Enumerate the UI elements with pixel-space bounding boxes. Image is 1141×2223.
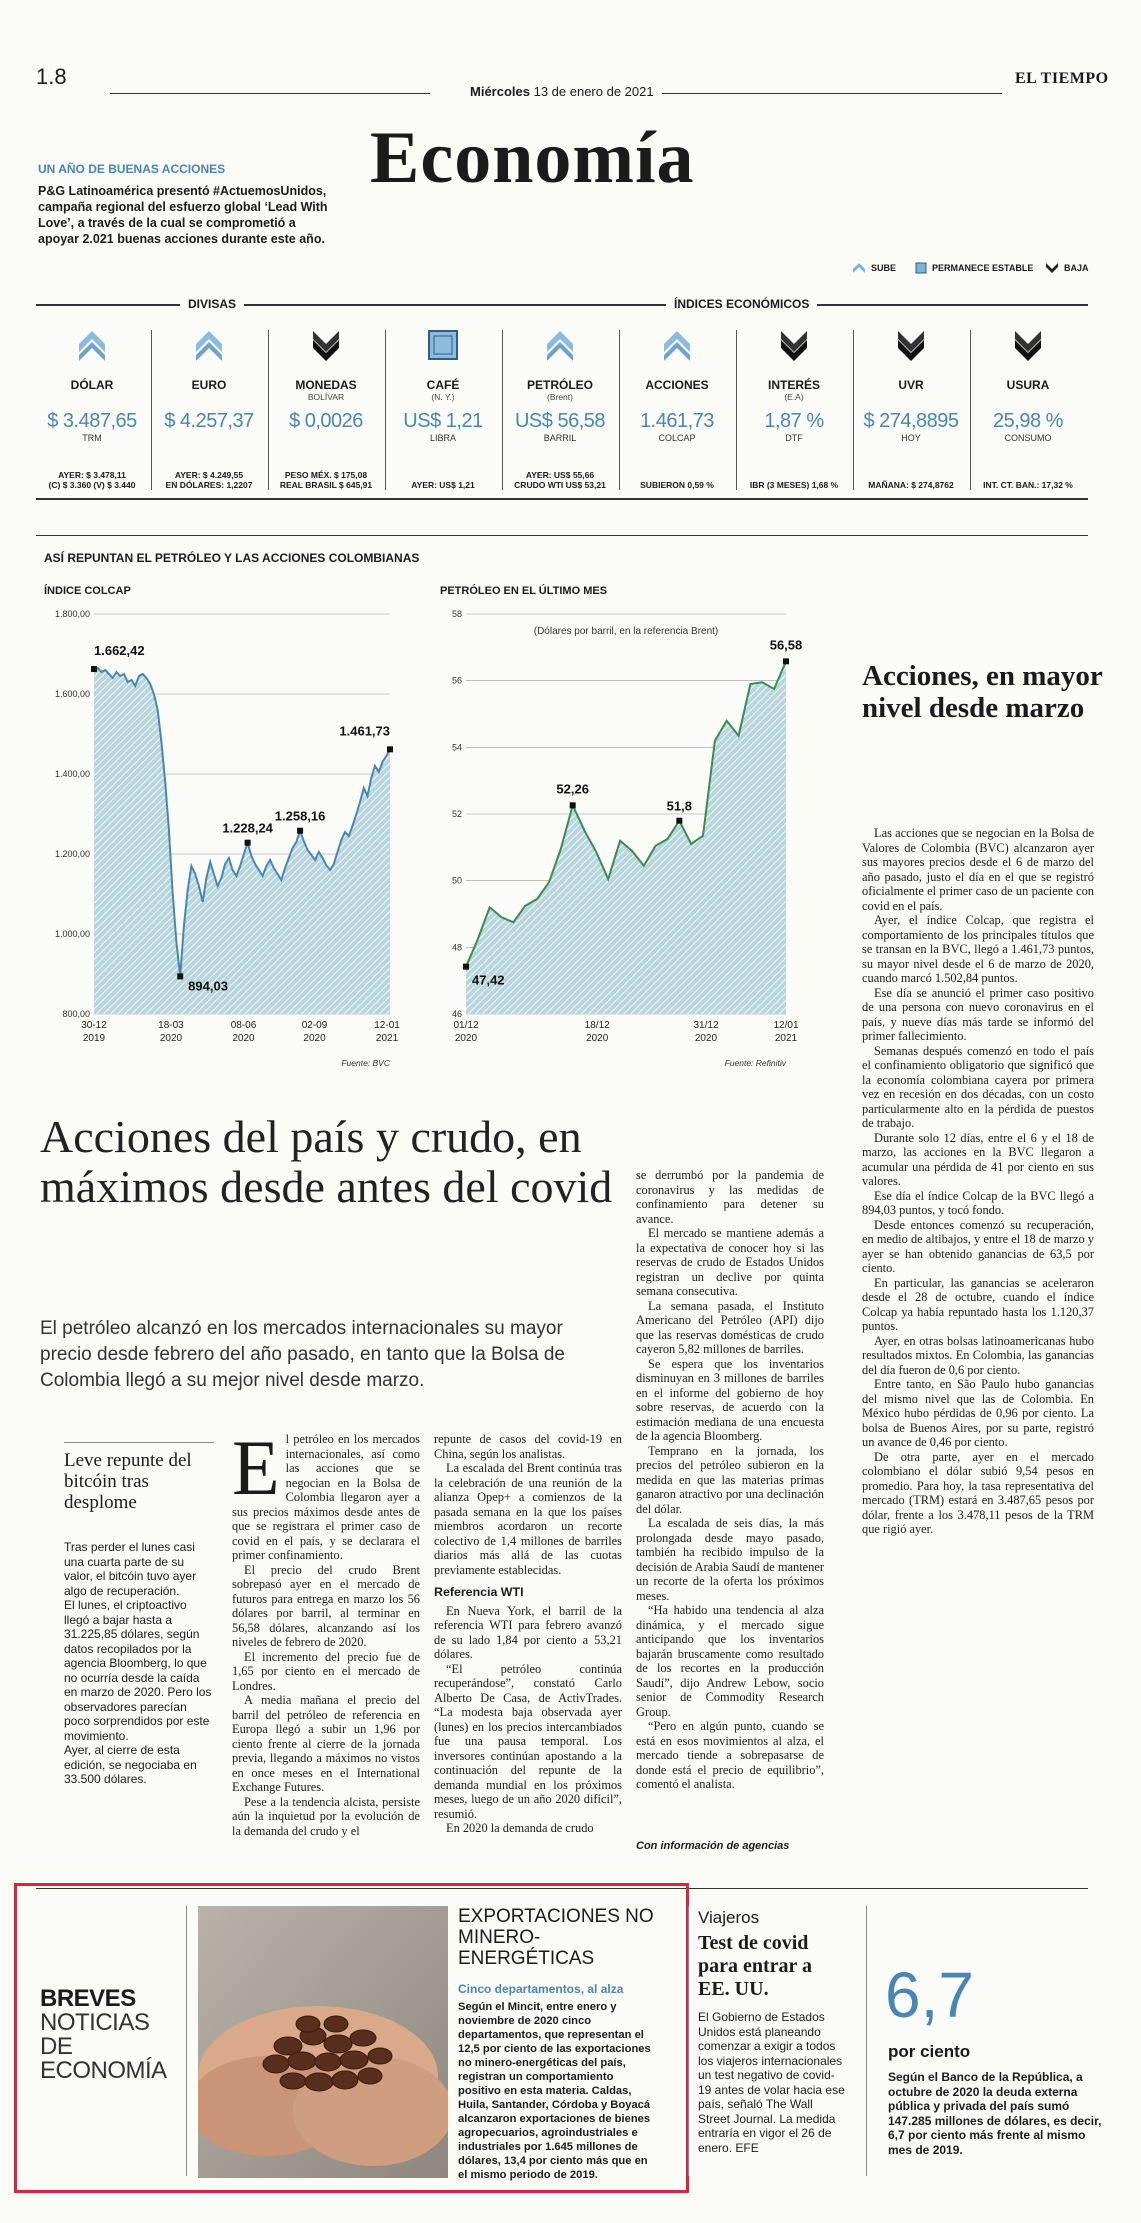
side-article-paragraph: Ese día el índice Colcap de la BVC llegó a 894,03 puntos, y tocó fondo. [862, 1188, 1094, 1217]
indicator-foot-1: INT. CT. BAN.: 17,32 % [983, 480, 1073, 490]
indicator-sub [153, 392, 265, 402]
up-chevron-icon [852, 262, 866, 274]
data-point [676, 818, 682, 824]
x-tick-label: 12-01 [374, 1020, 400, 1031]
indicator-unit: DTF [785, 433, 803, 443]
data-point [177, 973, 183, 979]
main-headline: Acciones del país y crudo, en máximos desde antes del covid [40, 1111, 613, 1212]
indicator-name: USURA [1006, 378, 1050, 392]
indicator-separator [736, 330, 737, 490]
debt-body: Según el Banco de la República, a octubre de 2020 la deuda externa pública y privada del país sumó 147.285 millones de dólares, es decir, 6,7 por ciento más frente al mismo mes de 2019. [888, 2070, 1102, 2157]
indicator-sub [972, 392, 1084, 402]
cacao-photo [198, 1906, 448, 2178]
main-col1-paragraph: Pese a la tendencia alcista, persiste aún la inquietud por la evolución de la demanda del crudo y el [232, 1794, 420, 1838]
main-col3-paragraph: La escalada de seis días, la más prolongada desde mayo pasado, también ha recibido impulso de la decisión de Arabia Saudí de mantener un recorte de la oferta los próximos meses. [636, 1516, 824, 1603]
indicator-separator [151, 330, 152, 490]
indicator-foot-2: EN DÓLARES: 1,2207 [165, 480, 253, 490]
data-point [297, 828, 303, 834]
legend-up [852, 262, 896, 274]
main-column-3 [636, 1168, 824, 1792]
y-tick-label: 50 [451, 875, 462, 886]
main-col2-paragraph: En Nueva York, el barril de la referencia WTI para febrero avanzó de su lado 1,84 por ciento a 53,21 dólares. [434, 1603, 622, 1661]
side-article-paragraph: Desde entonces comenzó su recuperación, en medio de altibajos, y entre el 18 de marzo y ayer se han obtenido ganancias de 63,5 por ciento. [862, 1217, 1094, 1275]
down-chevron-icon [1045, 262, 1059, 274]
y-tick-label: 800,00 [62, 1009, 90, 1019]
data-label: 1.662,42 [94, 643, 145, 659]
indicator-foot-2: (C) $ 3.360 (V) $ 3.440 [48, 480, 136, 490]
x-tick-year: 2020 [454, 1033, 478, 1044]
y-tick-label: 48 [451, 942, 462, 953]
main-col1-paragraph: El incremento del precio fue de 1,65 por ciento en el mercado de Londres. [232, 1649, 420, 1693]
indicator-separator [502, 330, 503, 490]
up-chevron-icon [662, 330, 692, 362]
y-tick-label: 1.600,00 [54, 689, 90, 699]
main-col3-paragraph: La semana pasada, el Instituto Americano del Petróleo (API) dijo que las reservas domésticas de crudo cayeron 5,82 millones de barriles. [636, 1298, 824, 1356]
indicator-sub: (N. Y.) [431, 392, 455, 402]
main-col2-paragraph: “El petróleo continúa recuperándose”, constató Carlo Alberto De Casa, de ActivTrades. “La modesta baja observada ayer (lunes) en los precios intercambiados fue una pausa temporal. Los inversores continúan apostando a la continuación del repunte de la demanda mundial en los próximos meses, luego de un año 2020 difícil”, resumió. [434, 1661, 622, 1821]
side-article-paragraph: Semanas después comenzó en todo el país el confinamiento obligatorio que significó que la economía colombiana cayera por primera vez en recesión en dos décadas, con un costo particularmente alto en la pérdida de puestos de trabajo. [862, 1043, 1094, 1130]
y-tick-label: 56 [451, 675, 462, 686]
x-tick-label: 01/12 [453, 1020, 479, 1031]
charts-heading: ASÍ REPUNTAN EL PETRÓLEO Y LAS ACCIONES COLOMBIANAS [44, 551, 420, 565]
subhead-wti: Referencia WTI [434, 1585, 524, 1599]
main-col3-paragraph: Temprano en la jornada, los precios del petróleo subieron en la medida en que las materias primas ganaron atractivo por una declinación del dólar. [636, 1443, 824, 1516]
side-article-body [862, 826, 1094, 1537]
indicator-value: $ 4.257,37 [164, 410, 254, 432]
bitcoin-paragraph: Ayer, al cierre de esta edición, se negociaba en 33.500 dólares. [64, 1743, 197, 1786]
up-chevron-icon [77, 330, 107, 362]
indicator-foot-1: AYER: US$ 55,66 [525, 470, 595, 480]
indicator-sub: (E.A) [784, 392, 804, 402]
y-tick-label: 54 [451, 742, 462, 753]
dropcap: E [232, 1424, 280, 1511]
indicator-sub [621, 392, 733, 402]
bitcoin-paragraph: El lunes, el criptoactivo llegó a bajar hasta a 31.225,85 dólares, según datos recopilados por la agencia Bloomberg, lo que no ocurría desde la caída en marzo de 2020. Pero los observadores parecían poco sorprendidos por este movimiento. [64, 1598, 212, 1743]
oil-chart [436, 600, 816, 1070]
down-chevron-icon [779, 330, 809, 362]
data-label: 51,8 [666, 798, 692, 814]
indicator-name: MONEDAS [295, 378, 357, 392]
indicator-monedas [270, 330, 382, 490]
y-tick-label: 1.800,00 [54, 609, 90, 619]
x-tick-year: 2020 [694, 1033, 718, 1044]
stable-square-icon [428, 330, 458, 360]
indicator-foot-1: PESO MÉX. $ 175,08 [284, 470, 368, 480]
data-label: 52,26 [556, 781, 589, 797]
exports-title: EXPORTACIONES NO MINERO-ENERGÉTICAS [458, 1906, 654, 1969]
legend-down [1045, 262, 1089, 274]
indicator-foot-1: SUBIERON 0,59 % [640, 480, 714, 490]
x-tick-year: 2019 [82, 1033, 106, 1044]
y-tick-label: 46 [451, 1009, 462, 1019]
indicator-sub [36, 392, 148, 402]
issue-date [470, 84, 654, 99]
y-tick-label: 1.000,00 [54, 929, 90, 939]
indicator-name: INTERÉS [767, 378, 820, 392]
data-point [463, 964, 469, 970]
main-column-2 [434, 1432, 622, 1836]
legend-down-label: BAJA [1064, 263, 1089, 273]
debt-figure: 6,7 [885, 1959, 974, 2031]
indicator-name: PETRÓLEO [526, 378, 593, 392]
side-article-paragraph: Durante solo 12 días, entre el 6 y el 18 de marzo, las acciones en la BVC llegaron a acumular una pérdida de 41 por ciento en sus valores. [862, 1130, 1094, 1188]
main-col2-paragraph: En 2020 la demanda de crudo [446, 1821, 594, 1835]
side-article-paragraph: Las acciones que se negocian en la Bolsa de Valores de Colombia (BVC) alcanzaron ayer sus mayores precios desde el 6 de marzo del año pasado, justo el día en el que se registró oficialmente el primer caso de un paciente con covid en el país. [862, 826, 1094, 913]
main-col3-paragraph: “Pero en algún punto, cuando se está en esos movimientos al alza, el mercado tiende a sobrepasarse de donde está el precio de equilibrio”, comentó el analista. [636, 1719, 824, 1791]
indicator-foot-2: CRUDO WTI US$ 53,21 [514, 480, 606, 490]
date-day: Miércoles [470, 84, 530, 99]
indicator-foot-1: AYER: $ 3.478,11 [58, 470, 126, 480]
indicator-uvr [855, 330, 967, 490]
indicator-name: EURO [191, 378, 227, 392]
indicator-usura [972, 330, 1084, 490]
side-article-paragraph: Ayer, en otras bolsas latinoamericanas hubo resultados mixtos. En Colombia, las ganancias del día fueron de 0,6 por ciento. [862, 1333, 1094, 1377]
side-article-paragraph: De otra parte, ayer en el mercado colombiano el dólar subió 9,54 pesos en promedio. Para hoy, la tasa representativa del mercado (TRM) estará en 3.487,65 pesos por dólar, frente a los 3.478,11 pesos de la TRM que rigió ayer. [862, 1449, 1094, 1536]
section-title: Economía [370, 117, 695, 199]
indicator-euro [153, 330, 265, 490]
area-fill [466, 661, 786, 1014]
bitcoin-paragraph: Tras perder el lunes casi una cuarta parte de su valor, el bitcóin tuvo ayer algo de recuperación. [64, 1540, 197, 1598]
main-col3-paragraph: se derrumbó por la pandemia de coronavirus y las medidas de confinamiento para detener su avance. [636, 1168, 824, 1226]
x-tick-year: 2020 [303, 1033, 326, 1044]
legend-stable [915, 262, 1033, 274]
indicator-value: 1.461,73 [640, 410, 714, 432]
side-article-paragraph: Ese día se anunció el primer caso positivo de una persona con nuevo coronavirus en el país, y nueve días más tarde se informó del primer fallecimiento. [862, 985, 1094, 1043]
main-lead: El petróleo alcanzó en los mercados internacionales su mayor precio desde febrero del año pasado, en tanto que la Bolsa de Colombia llegó a su mejor nivel desde marzo. [40, 1318, 565, 1391]
data-label: 1.258,16 [274, 808, 326, 824]
indicator-unit: BARRIL [543, 433, 577, 443]
x-tick-label: 30-12 [81, 1020, 107, 1031]
chart-source: Fuente: BVC [341, 1058, 390, 1068]
indicator-name: DÓLAR [70, 378, 114, 392]
chart-source: Fuente: Refinitiv [724, 1058, 786, 1068]
y-tick-label: 1.200,00 [54, 849, 90, 859]
x-tick-year: 2020 [159, 1033, 183, 1044]
travel-body: El Gobierno de Estados Unidos está planeando comenzar a exigir a todos los viajeros internacionales un test negativo de covid-19 antes de volar hacia ese país, señaló The Wall Street Journal. La medida entraría en vigor el 26 de enero. EFE [698, 2010, 845, 2155]
indicator-value: $ 0,0026 [289, 410, 363, 432]
y-tick-label: 1.400,00 [54, 769, 90, 779]
up-chevron-icon [545, 330, 575, 362]
main-column-1 [232, 1424, 420, 1838]
x-tick-year: 2021 [774, 1033, 798, 1044]
indicator-name: ACCIONES [645, 378, 709, 392]
down-chevron-icon [311, 330, 341, 362]
divisas-label: DIVISAS [180, 297, 244, 311]
indicator-sub: BOLÍVAR [307, 392, 345, 402]
indicator-sub: (Brent) [547, 392, 573, 402]
main-col3-paragraph: Se espera que los inventarios disminuyan en 3 millones de barriles en el informe del gobierno de hoy sobre reservas, de acuerdo con la estimación mediana de una encuesta de la agencia Bloomberg. [636, 1356, 824, 1443]
indicator-unit: COLCAP [658, 433, 696, 443]
colcap-chart [36, 600, 426, 1070]
indicator-value: US$ 56,58 [514, 410, 605, 432]
data-label: 1.461,73 [339, 723, 390, 739]
indicator-dólar [36, 330, 148, 490]
y-tick-label: 52 [451, 809, 462, 819]
indicator-name: CAFÉ [426, 378, 460, 392]
x-tick-label: 18-03 [158, 1020, 184, 1031]
chart-subtitle: (Dólares por barril, en la referencia Brent) [533, 626, 719, 637]
stable-square-icon [915, 262, 927, 274]
data-label: 47,42 [472, 972, 505, 988]
breves-label: BREVES [40, 1985, 136, 2012]
indicator-unit: TRM [82, 433, 102, 443]
indicator-unit: LIBRA [429, 433, 456, 443]
indicator-foot-2: REAL BRASIL $ 645,91 [279, 480, 373, 490]
indicator-petróleo [504, 330, 616, 490]
data-label: 1.228,24 [222, 820, 273, 836]
indicator-separator [970, 330, 971, 490]
x-tick-label: 08-06 [230, 1020, 257, 1031]
indicator-separator [268, 330, 269, 490]
indicator-separator [385, 330, 386, 490]
x-tick-label: 02-09 [301, 1020, 328, 1031]
oil-chart-title: PETRÓLEO EN EL ÚLTIMO MES [440, 585, 608, 597]
indicator-café [387, 330, 499, 490]
indicator-unit: CONSUMO [1004, 433, 1052, 443]
indicator-unit: HOY [901, 433, 921, 443]
side-article-headline: Acciones, en mayor nivel desde marzo [862, 660, 1103, 724]
main-col1-paragraph: El precio del crudo Brent sobrepasó ayer en el mercado de futuros para entrega en marzo los 56 dólares por barril, al terminar en 56,58 dólares, alcanzando así los niveles de febrero de 2020. [232, 1562, 420, 1649]
main-col2-paragraph: repunte de casos del covid-19 en China, según los analistas. [434, 1432, 622, 1461]
side-article-paragraph: Ayer, el índice Colcap, que registra el comportamiento de los principales títulos que se transan en la BVC, llegó a 1.461,73 puntos, su mayor nivel desde el 6 de marzo de 2020, cuando marcó 1.502,84 puntos. [862, 913, 1094, 985]
x-tick-label: 31/12 [693, 1020, 719, 1031]
x-tick-year: 2020 [586, 1033, 609, 1044]
indicator-value: 1,87 % [764, 410, 824, 432]
main-col3-paragraph: El mercado se mantiene además a la expectativa de conocer hoy si las reservas de crudo de Estados Unidos registran un declive por quinta semana consecutiva. [636, 1226, 824, 1298]
brand-logo: EL TIEMPO [1015, 70, 1109, 87]
x-tick-label: 18/12 [584, 1020, 610, 1031]
bitcoin-body [64, 1540, 214, 1787]
side-article-paragraph: En particular, las ganancias se aceleraron desde el 28 de octubre, cuando el índice Colcap ya había repuntado hasta los 1.120,37 puntos. [862, 1275, 1094, 1333]
indicator-foot-1: IBR (3 MESES) 1,68 % [749, 480, 839, 490]
promo-kicker: UN AÑO DE BUENAS ACCIONES [38, 162, 226, 176]
indicator-interés [738, 330, 850, 490]
indicator-sub [855, 392, 967, 402]
breves-sublabel: NOTICIAS DE ECONOMÍA [40, 2009, 167, 2084]
indicator-foot-1: MAÑANA: $ 274,8762 [868, 480, 954, 490]
data-label: 56,58 [769, 637, 803, 653]
travel-title: Test de covid para entrar a EE. UU. [698, 1932, 813, 2000]
side-article-paragraph: Entre tanto, en São Paulo hubo ganancias del mismo nivel que las de Colombia. En México hubo pérdidas de 0,96 por ciento. La bolsa de Buenos Aires, por su parte, registró un avance de 0,46 por ciento. [862, 1377, 1094, 1449]
x-tick-label: 12/01 [773, 1020, 799, 1031]
data-point [570, 802, 576, 808]
indices-label: ÍNDICES ECONÓMICOS [666, 297, 817, 311]
data-point [245, 840, 251, 846]
indicator-foot-1: AYER: US$ 1,21 [411, 480, 475, 490]
indicator-value: $ 274,8895 [863, 410, 959, 432]
indicator-value: $ 3.487,65 [47, 410, 137, 432]
indicator-value: US$ 1,21 [403, 410, 483, 432]
indicator-foot-1: AYER: $ 4.249,55 [174, 470, 244, 480]
main-col3-paragraph: “Ha habido una tendencia al alza dinámica, y el mercado sigue anticipando que los inventarios bajarán bruscamente como resultado de los recortes en la producción Saudí”, dijo Andrew Lebow, socio senior de Commodity Research Group. [636, 1603, 824, 1719]
indicator-separator [619, 330, 620, 490]
indicator-name: UVR [898, 378, 924, 392]
data-point [91, 666, 97, 672]
main-col2-paragraph: La escalada del Brent continúa tras la celebración de una reunión de la alianza Opep+ a comienzos de la pasada semana en la que los países miembros acordaron un recorte colectivo de 1,4 millones de barriles diarios más allá de las cuotas previamente establecidas. [434, 1461, 622, 1577]
down-chevron-icon [896, 330, 926, 362]
x-tick-year: 2021 [375, 1033, 399, 1044]
indicator-value: 25,98 % [993, 410, 1063, 432]
exports-body: Según el Mincit, entre enero y noviembre de 2020 cinco departamentos, que representan el 12,5 por ciento de las exportaciones no minero-energéticas del país, registran un comportamiento positivo en esta materia. Caldas, Huila, Santander, Córdoba y Boyacá alcanzaron exportaciones de bienes agropecuarios, agroindustriales e industriales por 1.645 millones de dólares, 13,4 por ciento más que en el mismo periodo de 2019. [458, 2001, 651, 2181]
data-point [387, 746, 393, 752]
indicator-separator [853, 330, 854, 490]
indicator-acciones [621, 330, 733, 490]
up-chevron-icon [194, 330, 224, 362]
legend-up-label: SUBE [871, 263, 897, 273]
area-fill [94, 668, 390, 1014]
bitcoin-headline: Leve repunte del bitcóin tras desplome [64, 1450, 192, 1513]
exports-kicker: Cinco departamentos, al alza [458, 1982, 624, 1996]
promo-text: P&G Latinoamérica presentó #ActuemosUnidos, campaña regional del esfuerzo global ‘Lead With Love’, a través de la cual se comprometió a apoyar 2.021 buenas acciones durante este año. [38, 184, 328, 246]
debt-figure-unit: por ciento [888, 2042, 971, 2061]
colcap-chart-title: ÍNDICE COLCAP [44, 585, 131, 597]
page-number: 1.8 [36, 64, 67, 89]
date-rest: 13 de enero de 2021 [529, 84, 654, 99]
travel-label: Viajeros [698, 1908, 760, 1927]
legend-stable-label: PERMANECE ESTABLE [932, 263, 1034, 273]
main-col1-paragraph: l petróleo en los mercados internacionales, así como las acciones que se negocian en la Bolsa de Colombia llegaron ayer a sus precios máximos desde antes de que se registrara el primer caso de covid en el país, y se declarara el primer confinamiento. [232, 1432, 420, 1562]
main-col1-paragraph: A media mañana el precio del barril del petróleo de referencia en Europa llegó a subir un 1,96 por ciento frente al cierre de la jornada previa, llegando a máximos no vistos en once meses en el International Exchange Futures. [232, 1693, 420, 1794]
data-point [783, 658, 789, 664]
article-credit: Con información de agencias [636, 1840, 790, 1852]
data-label: 894,03 [188, 978, 228, 994]
x-tick-year: 2020 [232, 1033, 255, 1044]
down-chevron-icon [1013, 330, 1043, 362]
y-tick-label: 58 [451, 609, 462, 619]
